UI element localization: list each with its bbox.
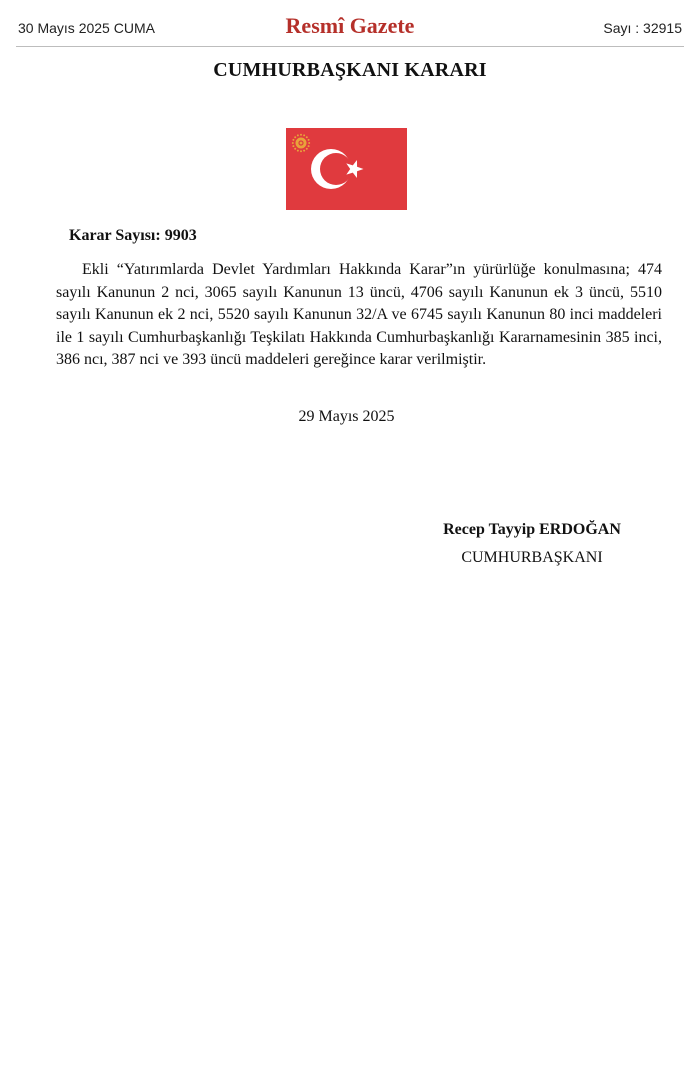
crescent-inner	[320, 153, 352, 185]
decision-date: 29 Mayıs 2025	[298, 408, 395, 425]
presidential-flag-icon	[286, 128, 407, 210]
document-title: CUMHURBAŞKANI KARARI	[213, 59, 487, 81]
seal-star	[300, 134, 302, 136]
seal-star	[306, 148, 308, 150]
flag-graphic	[286, 128, 407, 210]
gazette-title: Resmî Gazete	[285, 13, 415, 38]
decision-number: Karar Sayısı: 9903	[69, 227, 197, 244]
seal-star	[300, 150, 302, 152]
seal-star	[303, 150, 305, 152]
signer-name: Recep Tayyip ERDOĞAN	[443, 521, 621, 538]
seal-star	[292, 142, 294, 144]
decision-body: Ekli “Yatırımlarda Devlet Yardımları Hakkında Karar”ın yürürlüğe konulmasına; 474 sayılı Kanunun 2 nci, 3065 sayılı Kanunun 13 üncü, 4706 sayılı Kanunun ek 3 üncü, 5510 sayılı Kanunun ek 2 nci, 5520 sayılı Kanunun 32/A ve 6745 sayılı Kanunun 80 inci maddeleri ile 1 sayılı Cumhurbaşkanlığı Teşkilatı Hakkında Cumhurbaşkanlığı Kararnamesinin 385 inci, 386 ncı, 387 nci ve 393 üncü maddeleri gereğince karar verilmiştir.	[56, 261, 662, 369]
signer-title: CUMHURBAŞKANI	[461, 549, 603, 566]
seal-star	[297, 134, 299, 136]
seal-star	[308, 142, 310, 144]
seal-star	[294, 136, 296, 138]
seal-star	[297, 150, 299, 152]
seal-star	[306, 136, 308, 138]
seal-star	[308, 145, 310, 147]
header-date: 30 Mayıs 2025 CUMA	[18, 20, 155, 36]
issue-number: Sayı : 32915	[603, 20, 682, 36]
seal-star	[292, 139, 294, 141]
seal-star	[303, 134, 305, 136]
seal-star	[294, 148, 296, 150]
seal-star	[308, 139, 310, 141]
gazette-header	[16, 12, 684, 47]
seal-star	[292, 145, 294, 147]
